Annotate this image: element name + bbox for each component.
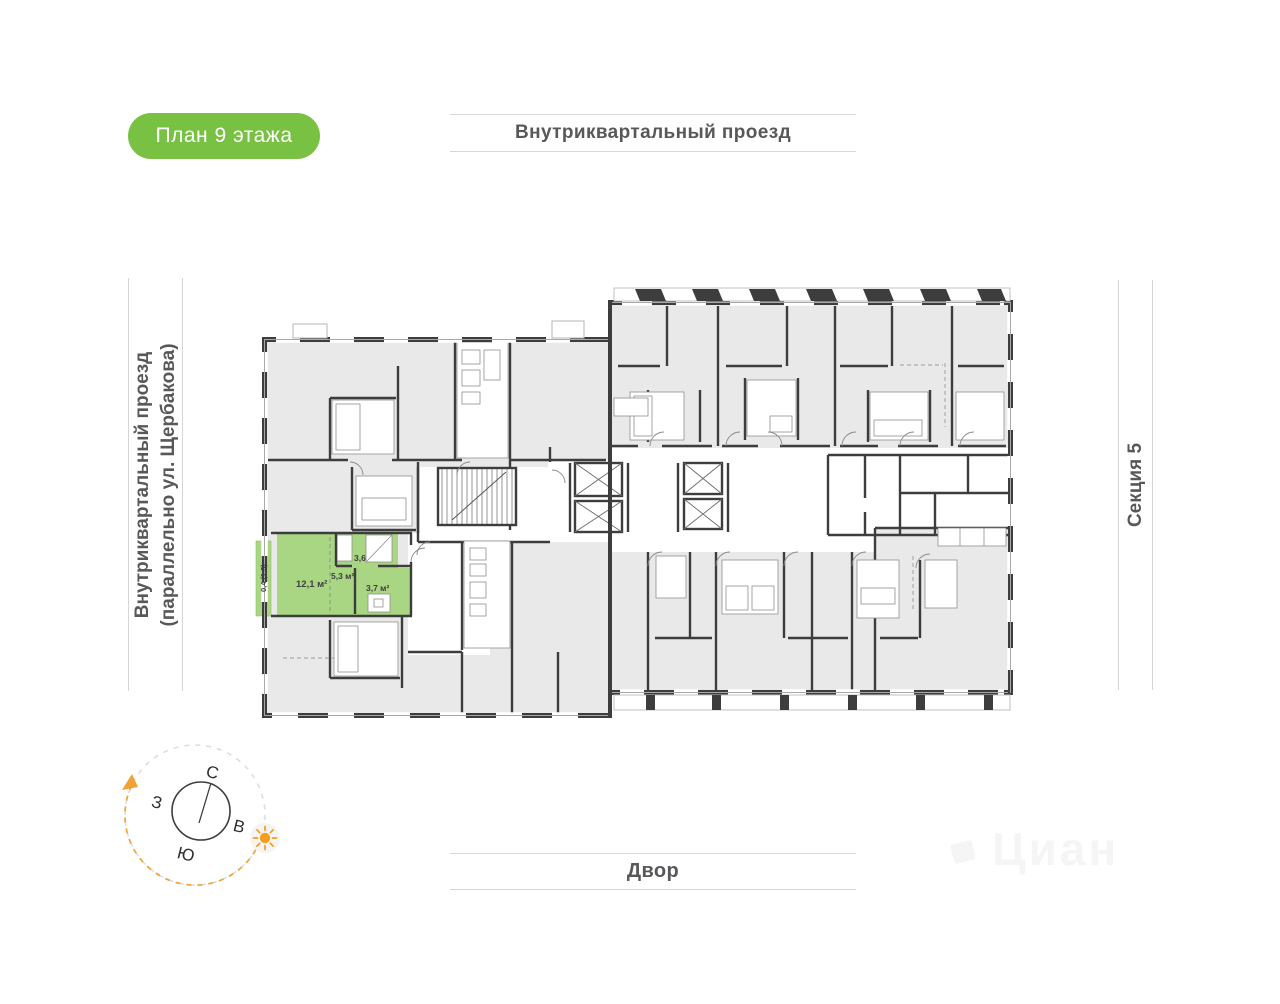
road-left-text: Внутриквартальный проезд (параллельно ул. Щербакова) [131,342,179,627]
compass-north-label: С [204,761,221,784]
floor-badge: План 9 этажа [128,113,320,159]
section-label-right [1118,280,1153,690]
road-label-top [450,114,856,152]
compass-dial [172,782,230,840]
room-area-label: 12,1 м² [296,579,328,590]
watermark-icon [948,832,982,866]
road-top-text: Внутриквартальный проезд [514,122,792,143]
stairwell [438,468,516,525]
floor-plan [250,276,1030,728]
compass-west-label: З [149,792,165,813]
wc-area-label: 3,6 [354,553,366,563]
watermark-logo [948,822,1119,876]
road-bottom-text: Двор [626,860,680,882]
road-label-left [128,278,183,691]
kitchen-area-label: 5,3 м² [331,571,355,581]
bathroom-area-label: 3,7 м² [366,583,390,593]
road-label-bottom [450,853,856,890]
compass [115,730,295,900]
compass-south-label: Ю [175,843,197,866]
section-right-text: Секция 5 [1124,442,1146,528]
watermark-text: Циан [992,823,1120,875]
compass-east-label: В [231,815,247,838]
balcony-area-label: 0,4 (1,3) [259,564,268,592]
sun-path-arrow [122,774,138,790]
sun-icon [250,823,280,853]
